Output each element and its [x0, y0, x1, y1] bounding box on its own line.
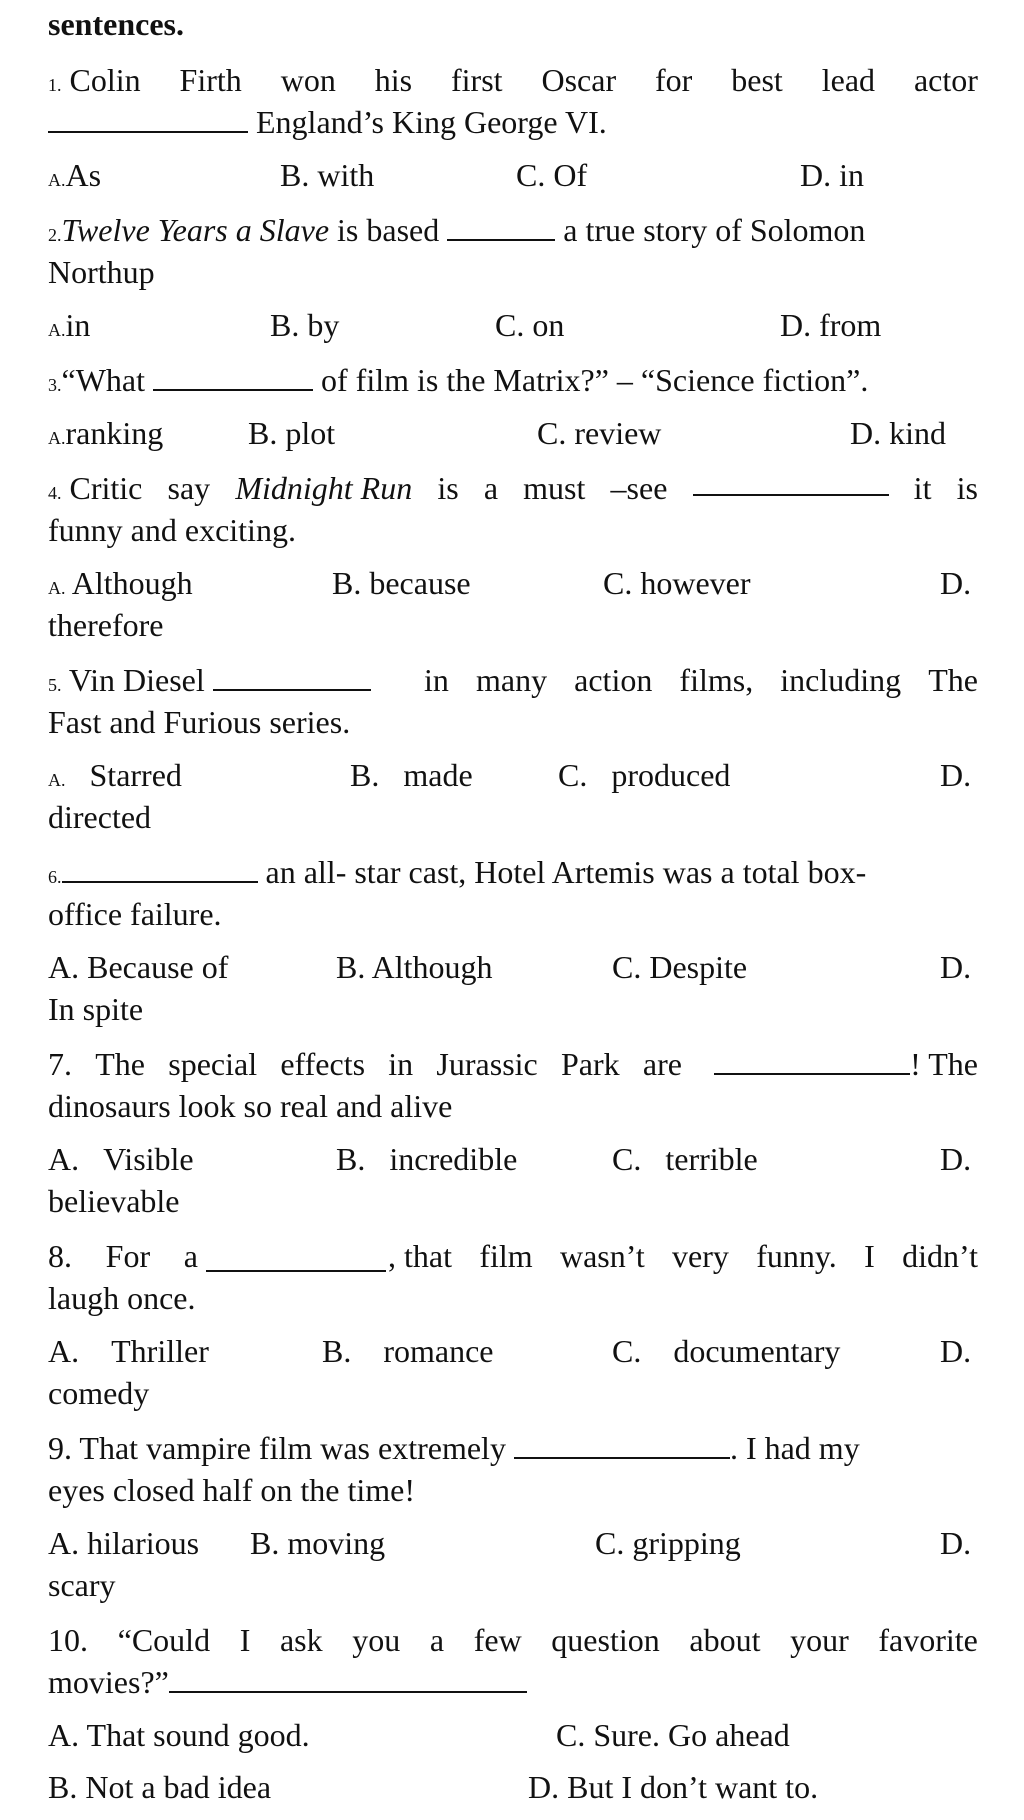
- answer-blank[interactable]: [693, 468, 889, 496]
- option-a[interactable]: A. Visible: [48, 1141, 194, 1177]
- option-a[interactable]: A.ranking: [48, 415, 164, 451]
- option-c[interactable]: C. on: [495, 307, 565, 343]
- answer-blank[interactable]: [714, 1047, 910, 1075]
- option-d-text[interactable]: In spite: [48, 991, 144, 1027]
- option-a[interactable]: A.in: [48, 307, 91, 343]
- section-header: sentences.: [48, 6, 184, 42]
- option-c[interactable]: C. review: [537, 415, 662, 451]
- question-9: 9. That vampire film was extremely . I had my: [48, 1430, 860, 1466]
- option-b[interactable]: B. because: [332, 565, 471, 601]
- answer-blank[interactable]: [447, 213, 555, 241]
- option-c[interactable]: C. Of: [516, 157, 588, 193]
- question-4-line-2: funny and exciting.: [48, 512, 296, 548]
- option-d-text[interactable]: directed: [48, 799, 152, 835]
- option-d[interactable]: D. from: [780, 307, 882, 343]
- option-c[interactable]: C. terrible: [612, 1141, 758, 1177]
- option-c[interactable]: C. Despite: [612, 949, 748, 985]
- option-b[interactable]: B. moving: [250, 1525, 386, 1561]
- answer-blank[interactable]: [206, 1244, 386, 1272]
- option-d[interactable]: D. in: [800, 157, 864, 193]
- option-c[interactable]: C. however: [603, 565, 751, 601]
- option-b[interactable]: B. incredible: [336, 1141, 518, 1177]
- question-7-line-2: dinosaurs look so real and alive: [48, 1088, 453, 1124]
- option-d[interactable]: D.: [940, 1333, 972, 1369]
- option-a[interactable]: A.As: [48, 157, 102, 193]
- option-a[interactable]: A. Although: [48, 565, 193, 601]
- option-a[interactable]: A. Because of: [48, 949, 229, 985]
- answer-blank[interactable]: [169, 1665, 527, 1693]
- option-d-text[interactable]: comedy: [48, 1375, 150, 1411]
- option-b[interactable]: B. Not a bad idea: [48, 1769, 272, 1805]
- option-c[interactable]: C. Sure. Go ahead: [556, 1717, 790, 1753]
- option-c[interactable]: C. gripping: [595, 1525, 741, 1561]
- answer-blank[interactable]: [213, 663, 371, 691]
- option-a[interactable]: A. Starred: [48, 757, 182, 793]
- option-d[interactable]: D.: [940, 757, 972, 793]
- option-d[interactable]: D.: [940, 949, 972, 985]
- answer-blank[interactable]: [153, 363, 313, 391]
- answer-blank[interactable]: [48, 105, 248, 133]
- answer-blank[interactable]: [514, 1431, 730, 1459]
- option-b[interactable]: B. with: [280, 157, 375, 193]
- question-8-line-2: laugh once.: [48, 1280, 196, 1316]
- option-d-text[interactable]: believable: [48, 1183, 180, 1219]
- option-c[interactable]: C. documentary: [612, 1333, 841, 1369]
- option-d-text[interactable]: scary: [48, 1567, 116, 1603]
- option-b[interactable]: B. Although: [336, 949, 493, 985]
- question-5-line-2: Fast and Furious series.: [48, 704, 351, 740]
- option-b[interactable]: B. romance: [322, 1333, 494, 1369]
- question-9-line-2: eyes closed half on the time!: [48, 1472, 415, 1508]
- option-c[interactable]: C. produced: [558, 757, 731, 793]
- question-2: 2.Twelve Years a Slave is based a true story of Solomon: [48, 212, 866, 248]
- worksheet-page: sentences. 1. Colin Firth won his first Oscar for best lead actor England’s King George VI. A.As B. with C. Of D. in 2.Twelve Years a Slave is based a true story of Solomon Northup A.in B. by C. on D. from 3.“What of film is the Matrix?” – “Science fiction”. A.ranking B. plot C. review D. kind 4. Critic say Midnight Run is a must –see it is funny and exciting. A. Although B. because C. however D. therefore 5. Vin Diesel in many action films, including The Fast and Furious series. A. Starred B. made C. produced D. directed 6. an all- star cast, Hotel Artemis was a total box- office failure. A. Because of B. Although C. Despite D. In spite 7. The special effects in Jurassic Park are ! The dinosaurs look so real and alive A. Visible B. incredible C. terrible D. believable 8. For a , that film wasn’t very funny. I didn’t laugh once. A. Thriller B. romance C. documentary D. comedy 9. That vampire film was extremely . I had my eyes closed half on the time! A. hilarious B. moving C. gripping D. scary 10. “Could I ask you a few question about your favorite movies?” A. That sound good. C. Sure. Go ahead B. Not a bad idea D. But I don’t want to.: [48, 6, 978, 1805]
- question-1: 1. Colin Firth won his first Oscar for best lead actor: [48, 62, 978, 98]
- option-b[interactable]: B. plot: [248, 415, 336, 451]
- option-a[interactable]: A. Thriller: [48, 1333, 209, 1369]
- question-2-line-2: Northup: [48, 254, 155, 290]
- question-3: 3.“What of film is the Matrix?” – “Science fiction”.: [48, 362, 869, 398]
- question-4: 4. Critic say Midnight Run is a must –see it is: [48, 470, 978, 506]
- option-a[interactable]: A. That sound good.: [48, 1717, 310, 1753]
- option-d[interactable]: D.: [940, 1141, 972, 1177]
- option-d[interactable]: D. But I don’t want to.: [528, 1769, 819, 1805]
- option-d[interactable]: D.: [940, 565, 972, 601]
- option-d[interactable]: D. kind: [850, 415, 946, 451]
- option-d[interactable]: D.: [940, 1525, 972, 1561]
- option-a[interactable]: A. hilarious: [48, 1525, 200, 1561]
- question-10: 10. “Could I ask you a few question about your favorite: [48, 1622, 978, 1658]
- question-1-line-2: England’s King George VI.: [48, 102, 978, 142]
- option-b[interactable]: B. made: [350, 757, 473, 793]
- question-6-line-2: office failure.: [48, 896, 222, 932]
- option-d-text[interactable]: therefore: [48, 607, 164, 643]
- answer-blank[interactable]: [62, 855, 258, 883]
- question-6: 6. an all- star cast, Hotel Artemis was a total box-: [48, 854, 867, 890]
- option-b[interactable]: B. by: [270, 307, 340, 343]
- question-10-line-2: movies?”: [48, 1662, 978, 1702]
